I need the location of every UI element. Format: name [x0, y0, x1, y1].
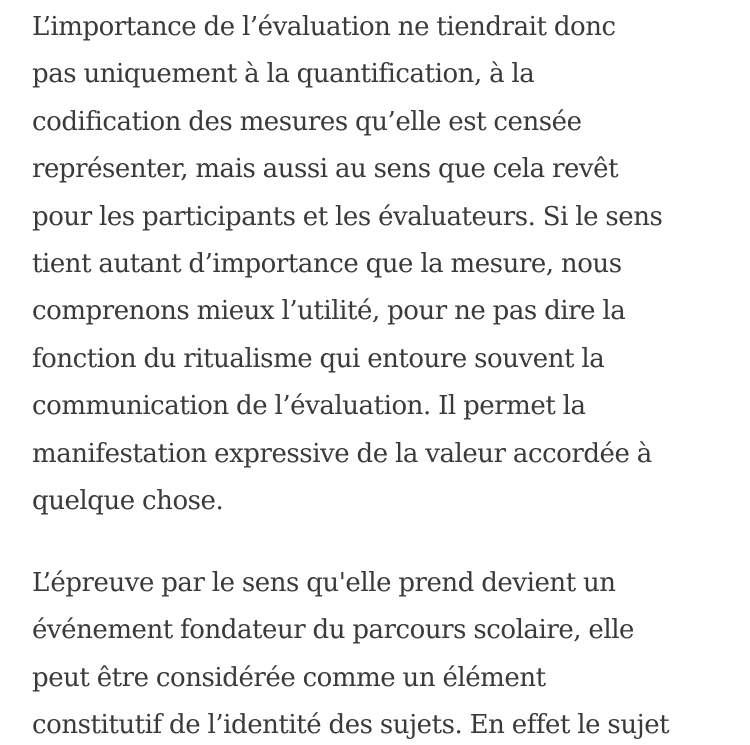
text-line: événement fondateur du parcours scolaire, elle — [32, 615, 634, 646]
text-line: représenter, mais aussi au sens que cela revêt — [32, 154, 619, 185]
text-line: codification des mesures qu’elle est censée — [32, 106, 582, 137]
text-line: comprenons mieux l’utilité, pour ne pas dire la — [32, 296, 626, 327]
text-line: pas uniquement à la quantification, à la — [32, 59, 535, 90]
text-line: fonction du ritualisme qui entoure souvent la — [32, 343, 605, 374]
text-line: peut être considérée comme un élément — [32, 662, 546, 693]
text-line: pour les participants et les évaluateurs. Si le sens — [32, 201, 663, 232]
paragraph — [32, 560, 737, 745]
text-line: constitutif de l’identité des sujets. En effet le sujet — [32, 710, 670, 741]
text-line: tient autant d’importance que la mesure, nous — [32, 249, 622, 280]
text-line: L’importance de l’évaluation ne tiendrait donc — [32, 12, 616, 42]
text-line: L’épreuve par le sens qu'elle prend devient un — [32, 568, 616, 598]
paragraph — [32, 4, 737, 525]
text-line: communication de l’évaluation. Il permet la — [32, 391, 586, 422]
text-line: manifestation expressive de la valeur accordée à — [32, 438, 652, 469]
text-line: quelque chose. — [32, 486, 224, 517]
